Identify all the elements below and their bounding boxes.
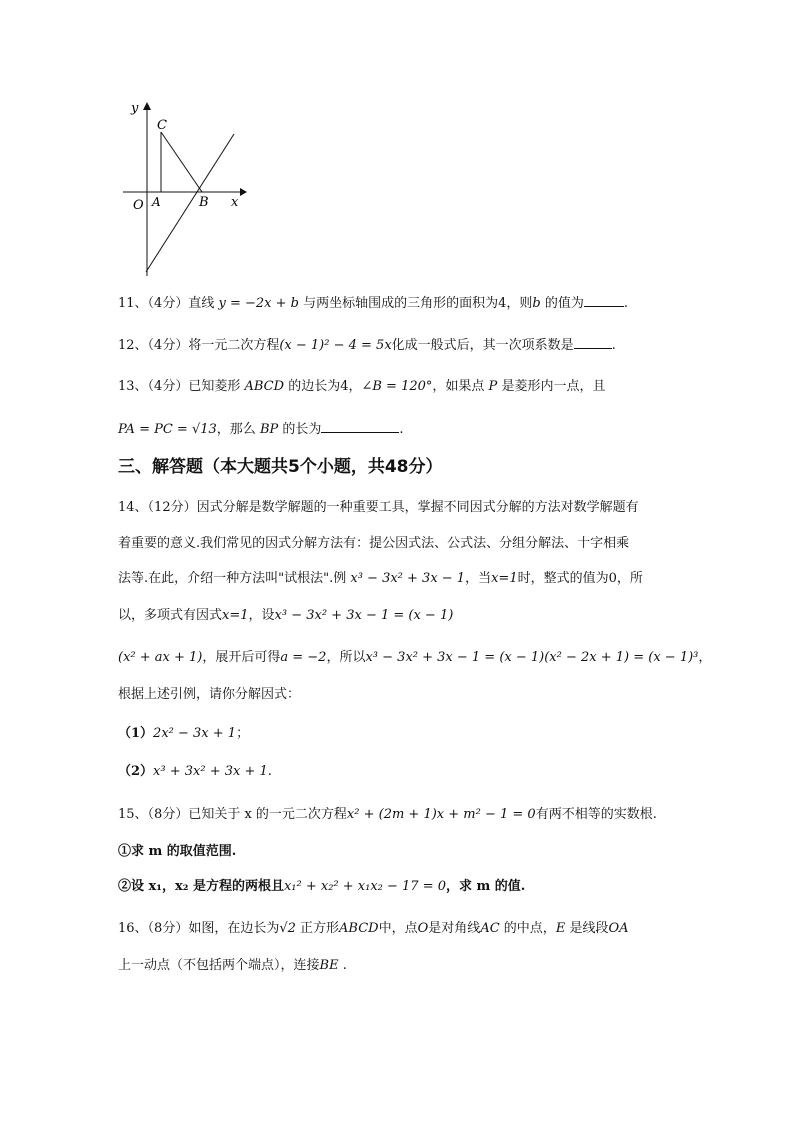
q13-pre: 已知菱形 bbox=[188, 379, 241, 394]
q13-condition: PA = PC = √13 bbox=[118, 422, 217, 437]
q14-line4b: ，设 bbox=[248, 608, 275, 623]
q14-line2: 着重要的意义.我们常见的因式分解方法有：提公因式法、公式法、分组分解法、十字相乘 bbox=[118, 536, 630, 551]
section-3-heading: 三、解答题（本大题共5个小题，共48分） bbox=[118, 457, 443, 477]
q14-line5a: ，展开后可得 bbox=[202, 650, 281, 665]
q13-post: ，如果点 bbox=[432, 379, 485, 394]
q14-line3a: 法等.在此，介绍一种方法叫"试根法".例 bbox=[118, 571, 347, 586]
q14-line4-expression: x³ − 3x² + 3x − 1 = (x − 1) bbox=[274, 608, 454, 623]
segment-cb bbox=[161, 132, 202, 192]
q12-answer-blank[interactable] bbox=[574, 336, 612, 349]
q16-line1d: 是对角线 bbox=[428, 921, 481, 936]
q16-line1a: 16、（8分）如图，在边长为 bbox=[118, 921, 280, 936]
q14-part2-label: （2） bbox=[118, 764, 154, 779]
q13-answer-blank[interactable] bbox=[321, 420, 399, 433]
q13-end1: 是菱形内一点，且 bbox=[501, 379, 606, 394]
q13-seg: BP bbox=[259, 422, 279, 437]
q13-angle: ∠B = 120° bbox=[361, 379, 433, 394]
q14-part1-expression: 2x² − 3x + 1 bbox=[153, 726, 237, 741]
q11-pre: 直线 bbox=[188, 296, 215, 311]
q14-line5-expression1: (x² + ax + 1) bbox=[118, 650, 203, 665]
q14-line5b: ，所以 bbox=[326, 650, 366, 665]
q12-end: . bbox=[611, 338, 616, 353]
question-11 bbox=[118, 294, 628, 314]
q11-mid: 与两坐标轴围成的三角形的面积为4，则 bbox=[303, 296, 533, 311]
q15-line3-expression: x₁² + x₂² + x₁x₂ − 17 = 0 bbox=[283, 879, 446, 894]
q11-var: b bbox=[532, 296, 541, 311]
q16-line2b: . bbox=[342, 958, 347, 973]
label-a: A bbox=[152, 195, 161, 209]
q15-line3 bbox=[118, 877, 525, 897]
q13-ask: ，那么 bbox=[216, 422, 256, 437]
y-axis-arrow-icon bbox=[143, 102, 151, 110]
q12-pre: 将一元二次方程 bbox=[188, 338, 280, 353]
q14-line3 bbox=[118, 569, 643, 589]
q13-number: 13、（4分） bbox=[118, 379, 189, 394]
q14-part1 bbox=[118, 724, 249, 744]
q16-line2 bbox=[118, 956, 347, 976]
q16-seg: OA bbox=[608, 921, 629, 936]
q16-line1e: 的中点， bbox=[503, 921, 556, 936]
q11-answer-blank[interactable] bbox=[584, 294, 624, 307]
q15-expression: x² + (2m + 1)x + m² − 1 = 0 bbox=[346, 807, 536, 822]
x-axis-arrow-icon bbox=[240, 188, 247, 196]
q12-post: 化成一般式后，其一次项系数是 bbox=[391, 338, 574, 353]
q12-number: 12、（4分） bbox=[118, 338, 189, 353]
label-o: O bbox=[133, 198, 144, 213]
q15-line2: ①求 m 的取值范围. bbox=[118, 844, 237, 859]
q14-line5 bbox=[118, 648, 711, 668]
q16-line2a: 上一动点（不包括两个端点），连接 bbox=[118, 958, 320, 973]
q16-diag: AC bbox=[480, 921, 500, 936]
q14-part2-expression: x³ + 3x² + 3x + 1 bbox=[153, 764, 268, 779]
q14-part2 bbox=[118, 762, 272, 782]
q16-line1 bbox=[118, 919, 629, 939]
question-12 bbox=[118, 336, 616, 356]
q15-line1b: 有两不相等的实数根. bbox=[535, 807, 657, 822]
q16-e: E bbox=[555, 921, 566, 936]
q14-part2-end: . bbox=[267, 764, 272, 779]
q14-part1-label: （1） bbox=[118, 726, 154, 741]
q13-mid: 的边长为4， bbox=[288, 379, 362, 394]
q16-be: BE bbox=[319, 958, 339, 973]
q16-line1c: 中，点 bbox=[378, 921, 418, 936]
q14-line5-value: a = −2 bbox=[280, 650, 327, 665]
q14-line5-expression2: x³ − 3x² + 3x − 1 = (x − 1)(x² − 2x + 1) = (x − 1)³ bbox=[365, 650, 699, 665]
q13-end: . bbox=[399, 422, 404, 437]
q15-line3a: ②设 x₁，x₂ 是方程的两根且 bbox=[118, 879, 284, 894]
q11-expression: y = −2x + b bbox=[218, 296, 299, 311]
q14-line3-expression: x³ − 3x² + 3x − 1 bbox=[350, 571, 466, 586]
q14-line4 bbox=[118, 606, 453, 626]
q16-line1b: 正方形 bbox=[300, 921, 340, 936]
question-13 bbox=[118, 377, 605, 397]
q16-line1f: 是线段 bbox=[569, 921, 609, 936]
q14-part1-end: ； bbox=[236, 726, 250, 741]
label-x: x bbox=[231, 195, 239, 210]
q16-o: O bbox=[417, 921, 429, 936]
q16-shape: ABCD bbox=[339, 921, 379, 936]
q15-line1a: 15、（8分）已知关于 x 的一元二次方程 bbox=[118, 807, 347, 822]
q14-line5c: ， bbox=[698, 650, 712, 665]
q14-line3-x: x=1 bbox=[491, 571, 518, 586]
q11-number: 11、（4分） bbox=[118, 296, 189, 311]
q13-ask2: 的长为 bbox=[282, 422, 322, 437]
q14-line1: 14、（12分）因式分解是数学解题的一种重要工具，掌握不同因式分解的方法对数学解题有 bbox=[118, 500, 639, 515]
q13-point: P bbox=[488, 379, 498, 394]
label-b: B bbox=[199, 195, 209, 210]
q12-expression: (x − 1)² − 4 = 5x bbox=[279, 338, 392, 353]
q14-line4a: 以，多项式有因式 bbox=[118, 608, 223, 623]
q15-line1 bbox=[118, 805, 657, 825]
q11-post: 的值为 bbox=[544, 296, 584, 311]
q16-side: √2 bbox=[279, 921, 296, 936]
q11-end: . bbox=[623, 296, 629, 311]
q14-line3c: 时，整式的值为0，所 bbox=[517, 571, 643, 586]
q13-shape: ABCD bbox=[244, 379, 285, 394]
question-13-line2 bbox=[118, 420, 404, 440]
q15-line3b: ，求 m 的值. bbox=[446, 879, 526, 894]
q14-line4-x: x=1 bbox=[222, 608, 249, 623]
coordinate-figure bbox=[118, 96, 248, 278]
q14-line6: 根据上述引例，请你分解因式： bbox=[118, 687, 301, 702]
label-c: C bbox=[157, 118, 167, 133]
label-y: y bbox=[131, 101, 139, 116]
q14-line3b: ，当 bbox=[465, 571, 492, 586]
